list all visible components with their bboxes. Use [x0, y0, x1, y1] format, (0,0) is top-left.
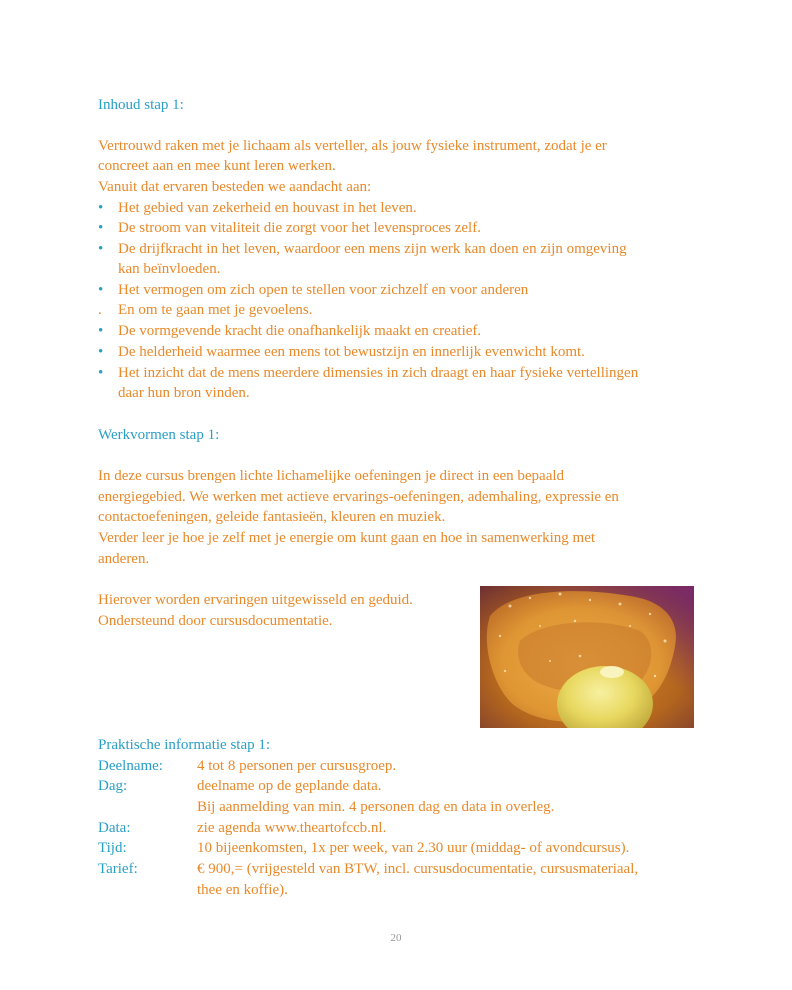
werkvormen-line-1: In deze cursus brengen lichte lichamelijke oefeningen je direct in een bepaald: [98, 468, 565, 484]
list-item: Het vermogen om zich open te stellen voor zichzelf en voor anderen: [118, 282, 529, 298]
bullet-marker: •: [98, 282, 104, 298]
list-item: Het inzicht dat de mens meerdere dimensies in zich draagt en haar fysieke vertellingen: [118, 365, 639, 381]
werkvormen-line-4: Verder leer je hoe je zelf met je energie om kunt gaan en hoe in samenwerking met: [98, 530, 596, 546]
werkvormen-after-2: Ondersteund door cursusdocumentatie.: [98, 613, 333, 629]
intro-line-1: Vertrouwd raken met je lichaam als verteller, als jouw fysieke instrument, zodat je er: [98, 138, 607, 154]
list-item: De helderheid waarmee een mens tot bewustzijn en innerlijk evenwicht komt.: [118, 344, 585, 360]
list-item: De stroom van vitaliteit die zorgt voor het levensproces zelf.: [118, 220, 481, 236]
info-value-tijd: 10 bijeenkomsten, 1x per week, van 2.30 uur (middag- of avondcursus).: [197, 840, 630, 856]
info-value-tarief: € 900,= (vrijgesteld van BTW, incl. cursusdocumentatie, cursusmateriaal,: [197, 861, 639, 877]
list-item: De drijfkracht in het leven, waardoor een mens zijn werk kan doen en zijn omgeving: [118, 241, 627, 257]
bullet-marker: •: [98, 323, 104, 339]
bullet-marker: •: [98, 200, 104, 216]
list-item: De vormgevende kracht die onafhankelijk maakt en creatief.: [118, 323, 482, 339]
list-item: En om te gaan met je gevoelens.: [118, 302, 313, 318]
bullet-marker: •: [98, 241, 104, 257]
info-label-tarief: Tarief:: [98, 861, 138, 877]
info-label-deelname: Deelname:: [98, 758, 163, 774]
heading-werkvormen: Werkvormen stap 1:: [98, 427, 220, 443]
info-label-data: Data:: [98, 820, 131, 836]
list-item-continued: kan beïnvloeden.: [118, 261, 221, 277]
info-value-tarief-continued: thee en koffie).: [197, 882, 288, 898]
list-item: Het gebied van zekerheid en houvast in het leven.: [118, 200, 417, 216]
werkvormen-line-3: contactoefeningen, geleide fantasieën, kleuren en muziek.: [98, 509, 446, 525]
heading-inhoud: Inhoud stap 1:: [98, 97, 184, 113]
list-item-continued: daar hun bron vinden.: [118, 385, 250, 401]
info-value-deelname: 4 tot 8 personen per cursusgroep.: [197, 758, 397, 774]
bullet-marker: •: [98, 365, 104, 381]
info-label-dag: Dag:: [98, 778, 128, 794]
bullet-marker: .: [98, 302, 102, 318]
info-label-tijd: Tijd:: [98, 840, 127, 856]
werkvormen-after-1: Hierover worden ervaringen uitgewisseld en geduid.: [98, 592, 413, 608]
flower-photo: [480, 586, 694, 728]
bullet-marker: •: [98, 220, 104, 236]
werkvormen-line-5: anderen.: [98, 551, 150, 567]
heading-praktisch: Praktische informatie stap 1:: [98, 737, 271, 753]
intro-line-3: Vanuit dat ervaren besteden we aandacht aan:: [98, 179, 372, 195]
intro-line-2: concreet aan en mee kunt leren werken.: [98, 158, 336, 174]
info-value-data: zie agenda www.theartofccb.nl.: [197, 820, 387, 836]
info-value-dag: deelname op de geplande data.: [197, 778, 382, 794]
page-number: 20: [390, 932, 402, 944]
info-value-dag-continued: Bij aanmelding van min. 4 personen dag en data in overleg.: [197, 799, 555, 815]
bullet-marker: •: [98, 344, 104, 360]
werkvormen-line-2: energiegebied. We werken met actieve ervarings-oefeningen, ademhaling, expressie en: [98, 489, 619, 505]
